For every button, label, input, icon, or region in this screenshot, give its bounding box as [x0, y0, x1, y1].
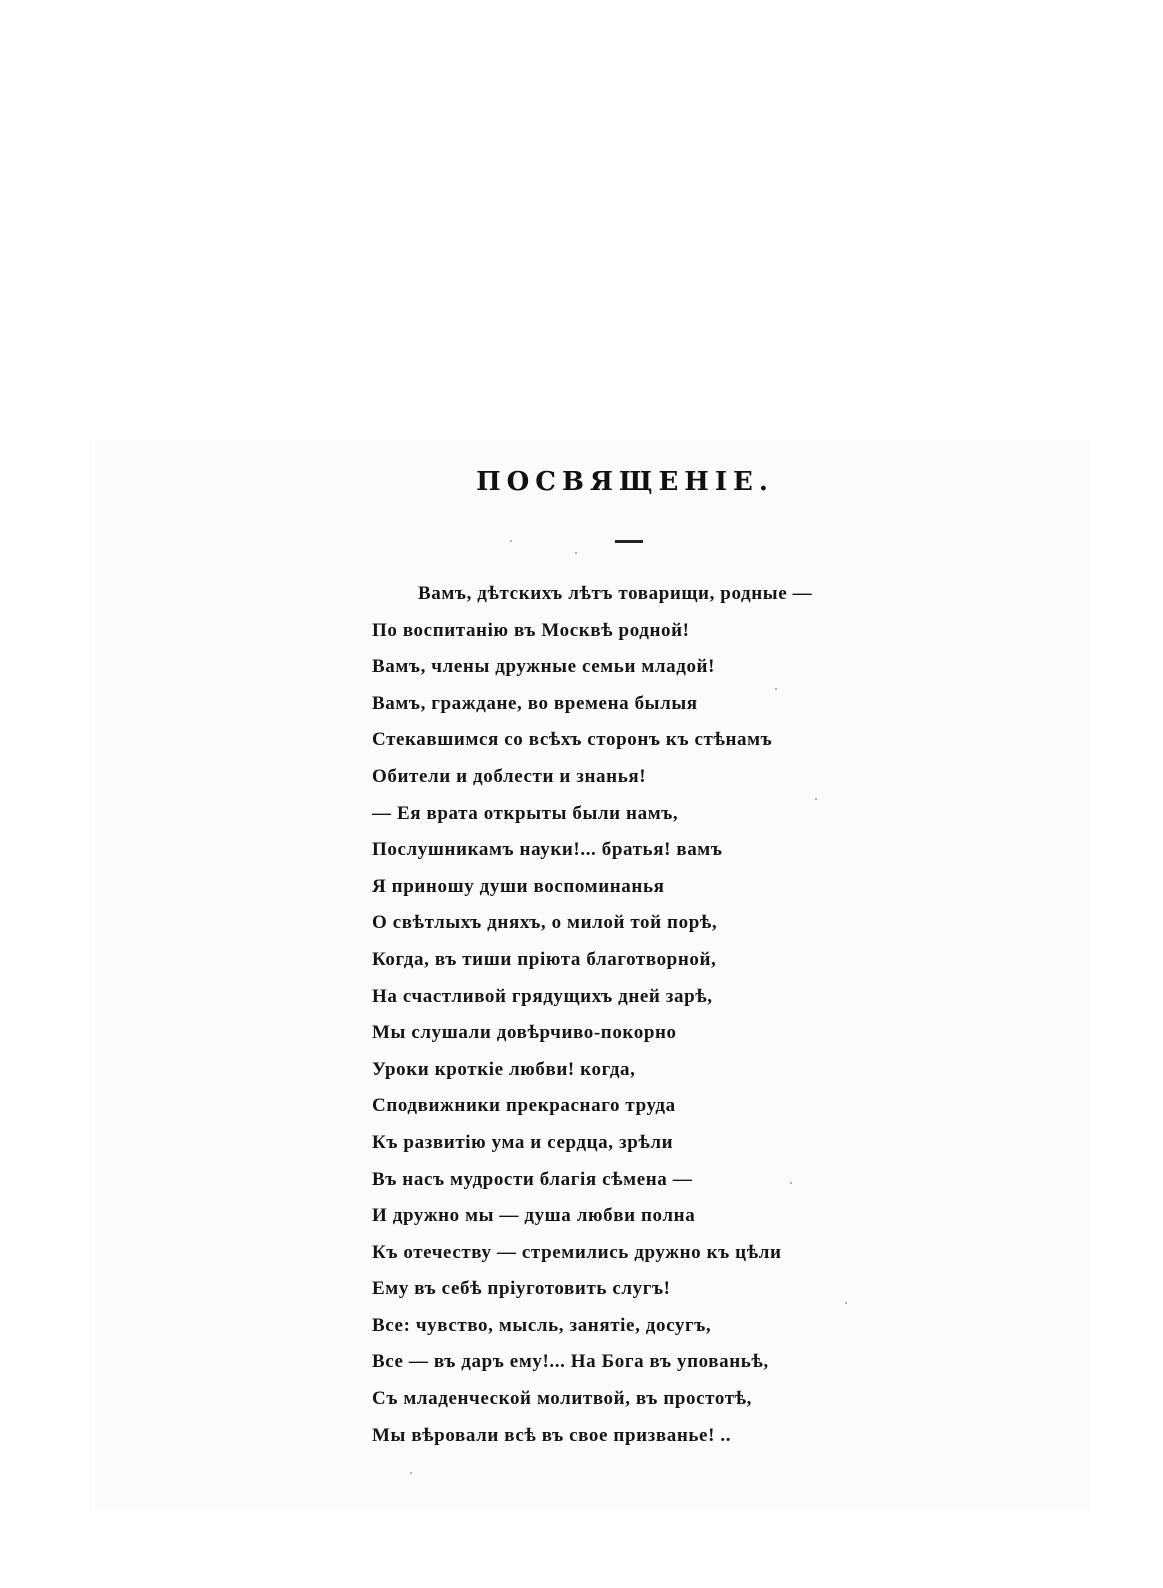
- title-divider: [615, 540, 643, 543]
- poem-line: Къ развитію ума и сердца, зрѣли: [372, 1131, 674, 1153]
- poem-line: Ему въ себѣ пріуготовить слугъ!: [372, 1278, 671, 1300]
- scan-speck: [815, 798, 817, 800]
- poem-line: Я приношу души воспоминанья: [372, 875, 665, 897]
- poem-line: Вамъ, члены дружные семьи младой!: [372, 656, 716, 678]
- poem-line: На счастливой грядущихъ дней зарѣ,: [372, 985, 713, 1007]
- poem-line: По воспитанію въ Москвѣ родной!: [372, 619, 690, 641]
- poem-line: Все — въ даръ ему!... На Бога въ упованьѣ,: [372, 1351, 769, 1373]
- page-title: ПОСВЯЩЕНІЕ.: [476, 467, 774, 497]
- poem-line: Мы слушали довѣрчиво-покорно: [372, 1022, 677, 1044]
- poem-line: О свѣтлыхъ дняхъ, о милой той порѣ,: [372, 912, 718, 934]
- poem-line: Въ насъ мудрости благія сѣмена —: [372, 1168, 693, 1190]
- poem-line: Мы вѣровали всѣ въ свое призванье! ..: [372, 1424, 732, 1446]
- poem-line: Съ младенческой молитвой, въ простотѣ,: [372, 1388, 752, 1410]
- poem-line: Все: чувство, мысль, занятіе, досугъ,: [372, 1314, 712, 1336]
- poem-line: Когда, въ тиши пріюта благотворной,: [372, 948, 717, 970]
- scan-speck: [845, 1302, 847, 1304]
- scan-speck: [790, 1182, 792, 1184]
- poem-line: Къ отечеству — стремились дружно къ цѣли: [372, 1241, 782, 1263]
- poem-line: Стекавшимся со всѣхъ сторонъ къ стѣнамъ: [372, 729, 773, 751]
- poem-line: Вамъ, дѣтскихъ лѣтъ товарищи, родные —: [418, 583, 813, 604]
- scan-speck: [775, 688, 777, 690]
- poem-line: И дружно мы — душа любви полна: [372, 1205, 696, 1227]
- scan-speck: [510, 540, 512, 542]
- scan-speck: [410, 1472, 412, 1474]
- poem-line: Вамъ, граждане, во времена былыя: [372, 692, 698, 714]
- poem-line: — Ея врата открыты были намъ,: [372, 802, 679, 824]
- poem-line: Послушникамъ науки!... братья! вамъ: [372, 839, 723, 861]
- poem-line: Уроки кроткіе любви! когда,: [372, 1058, 636, 1080]
- poem-line: Обители и доблести и знанья!: [372, 765, 647, 787]
- scan-speck: [575, 552, 577, 554]
- poem: [372, 576, 932, 1454]
- poem-line: Сподвижники прекраснаго труда: [372, 1095, 676, 1117]
